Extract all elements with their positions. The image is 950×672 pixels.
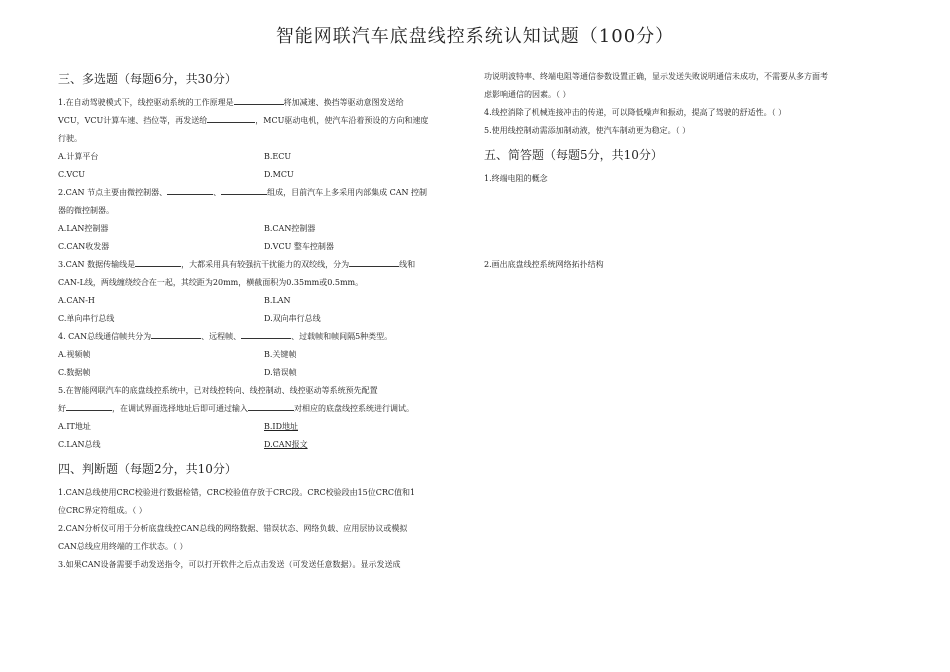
question-3-3: 3.CAN 数据传输线是 ，大都采用具有较强抗干扰能力的双绞线，分为 线和 CAN-L线，两线缠绕绞合在一起，其绞距为20mm，横截面积为0.35mm或0.5mm。 A.CAN-H B.LAN C.单向串行总线 D.双向串行总线: [58, 256, 470, 328]
section-5-heading: 五、简答题（每题5分，共10分）: [484, 148, 663, 162]
short-answer-q1: 1.终端电阻的概念: [484, 174, 548, 183]
answer-blank[interactable]: [349, 256, 399, 267]
judge-q3-end: 虑影响通信的因素。（ ）: [484, 90, 571, 99]
option-a[interactable]: A.CAN-H: [58, 296, 95, 305]
answer-blank[interactable]: [221, 184, 267, 195]
option-a[interactable]: A.视频帧: [58, 350, 91, 359]
option-b[interactable]: B.CAN控制器: [264, 224, 316, 233]
answer-blank[interactable]: [151, 328, 201, 339]
question-3-1: 1.在自动驾驶模式下，线控驱动系统的工作原理是 将加减速、换挡等驱动意图发送给 VCU，VCU计算车速、挡位等，再发送给 ，MCU驱动电机，使汽车沿着预设的方向和速度 行驶。 A.计算平台 B.ECU C.VCU D.MCU: [58, 94, 470, 184]
option-a[interactable]: A.计算平台: [58, 152, 99, 161]
section-3-heading: 三、多选题（每题6分，共30分）: [58, 72, 237, 86]
option-c[interactable]: C.VCU: [58, 170, 86, 179]
option-c[interactable]: C.数据帧: [58, 368, 91, 377]
option-a[interactable]: A.LAN控制器: [58, 224, 109, 233]
judge-q5: 5.使用线控制动需添加制动液，使汽车制动更为稳定。（ ）: [484, 126, 691, 135]
answer-space-1[interactable]: [484, 188, 904, 256]
option-d[interactable]: D.CAN报文: [264, 440, 308, 449]
answer-blank[interactable]: [135, 256, 181, 267]
option-d[interactable]: D.错误帧: [264, 368, 297, 377]
judge-q1: 1.CAN总线使用CRC校验进行数据检错，CRC校验值存放于CRC段。CRC校验段由15位CRC值和1: [58, 488, 416, 497]
judge-q1-cont: 位CRC界定符组成。（ ）: [58, 506, 147, 515]
section-4-heading: 四、判断题（每题2分，共10分）: [58, 462, 237, 476]
question-3-2: 2.CAN 节点主要由微控制器、 、 组成，目前汽车上多采用内部集成 CAN 控制 器的微控制器。 A.LAN控制器 B.CAN控制器 C.CAN收发器 D.VCU 整车控制器: [58, 184, 470, 256]
option-c[interactable]: C.LAN总线: [58, 440, 101, 449]
judge-q4: 4.线控消除了机械连接冲击的传递，可以降低噪声和振动，提高了驾驶的舒适性。（ ）: [484, 108, 787, 117]
question-3-5: 5.在智能网联汽车的底盘线控系统中，已对线控转向、线控制动、线控驱动等系统预先配置 好 ，在调试界面选择地址后即可通过输入 对相应的底盘线控系统进行调试。 A.IT地址 B.ID地址 C.LAN总线 D.CAN报文: [58, 382, 470, 454]
answer-blank[interactable]: [248, 400, 294, 411]
judge-q3-cont: 功说明波特率、终端电阻等通信参数设置正确，显示发送失败说明通信未成功，不需要从多方面考: [484, 72, 828, 81]
option-a[interactable]: A.IT地址: [58, 422, 91, 431]
option-d[interactable]: D.VCU 整车控制器: [264, 242, 334, 251]
option-c[interactable]: C.单向串行总线: [58, 314, 115, 323]
option-b[interactable]: B.ID地址: [264, 422, 298, 431]
option-d[interactable]: D.双向串行总线: [264, 314, 321, 323]
judge-q3: 3.如果CAN设备需要手动发送指令，可以打开软件之后点击发送（可发送任意数据）。显示发送成: [58, 560, 401, 569]
answer-blank[interactable]: [207, 112, 255, 123]
option-d[interactable]: D.MCU: [264, 170, 294, 179]
answer-blank[interactable]: [241, 328, 291, 339]
option-c[interactable]: C.CAN收发器: [58, 242, 110, 251]
answer-blank[interactable]: [234, 94, 284, 105]
option-b[interactable]: B.关键帧: [264, 350, 297, 359]
question-3-4: 4. CAN总线通信帧共分为 、远程帧、 、过载帧和帧间隔5种类型。 A.视频帧 B.关键帧 C.数据帧 D.错误帧: [58, 328, 470, 382]
option-b[interactable]: B.ECU: [264, 152, 292, 161]
short-answer-q2: 2.画出底盘线控系统网络拓扑结构: [484, 260, 604, 269]
judge-q2-cont: CAN总线应用终端的工作状态。（ ）: [58, 542, 188, 551]
option-b[interactable]: B.LAN: [264, 296, 291, 305]
left-column: [58, 64, 470, 574]
judge-q2: 2.CAN分析仪可用于分析底盘线控CAN总线的网络数据、错误状态、网络负载、应用层协议或模拟: [58, 524, 408, 533]
answer-blank[interactable]: [66, 400, 112, 411]
page-title: 智能网联汽车底盘线控系统认知试题（100分）: [275, 26, 675, 47]
right-column: [484, 64, 904, 274]
answer-blank[interactable]: [167, 184, 213, 195]
